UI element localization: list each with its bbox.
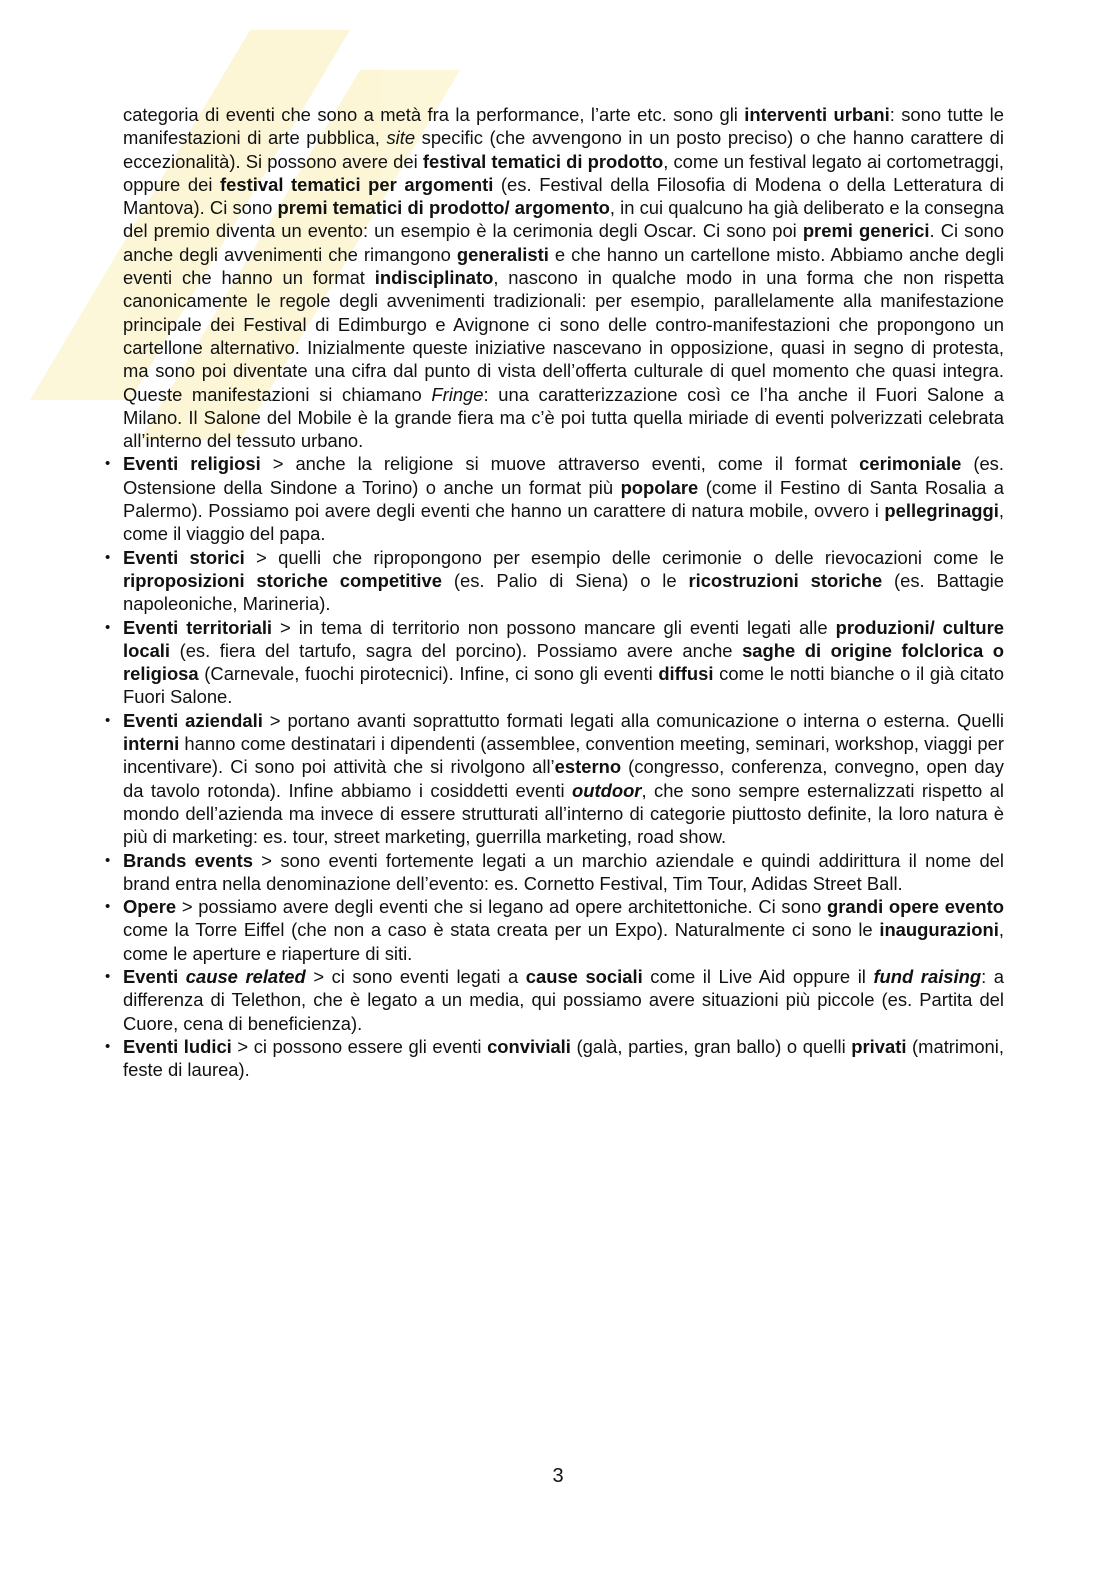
bold-term: Eventi territoriali: [123, 616, 273, 638]
text-run: specific (che avvengono in un posto preciso) o che hanno carattere di eccezionalità). Si possono avere dei: [123, 127, 1004, 172]
text-run: (come il Festino di Santa Rosalia a Palermo). Possiamo poi avere degli eventi che hanno un carattere di natura mobile, ovvero i: [123, 476, 1004, 522]
text-run: . Ci sono anche degli avvenimenti che rimangono: [123, 220, 1005, 265]
document-body: [123, 103, 1004, 1081]
text-run: come le notti bianche o il già citato Fuori Salone.: [123, 663, 1004, 708]
text-run: , come il viaggio del papa.: [123, 500, 1004, 545]
event-types-list: [123, 452, 1004, 1081]
list-item: [123, 849, 1004, 896]
bold-term: diffusi: [658, 663, 714, 685]
text-run: (es. Palio di Siena) o le: [442, 569, 689, 591]
bold-term: premi tematici di prodotto/ argomento: [277, 197, 610, 219]
bold-term: popolare: [620, 476, 699, 498]
text-run: , nascono in qualche modo in una forma che non rispetta canonicamente le regole degli avvenimenti tradizionali: per esempio, parallelamente alla manifestazione principale dei Festival di Edimburgo e Avignone ci sono delle contro-manifestazioni che propongono un cartellone alternativo. Inizialmente queste iniziative nascevano in opposizione, quasi in segno di protesta, ma sono poi diventate una cifra dal punto di vista dell’offerta culturale di quel momento che quasi integra. Queste manifestazioni si chiamano: [123, 267, 1004, 405]
page-number: 3: [552, 1465, 564, 1487]
bold-term: inaugurazioni: [879, 919, 999, 941]
bold-term: interni: [123, 733, 180, 755]
bold-term: ricostruzioni storiche: [688, 569, 883, 591]
text-run: come il Live Aid oppure il: [642, 965, 874, 987]
bold-term: premi generici: [802, 220, 930, 242]
list-item: [123, 965, 1004, 1035]
bold-term: indisciplinato: [374, 267, 494, 289]
bold-term: produzioni/ culture locali: [123, 616, 1004, 661]
bold-term: cerimoniale: [859, 453, 962, 475]
list-item: [123, 452, 1004, 545]
text-run: > anche la religione si muove attraverso eventi, come il format: [260, 453, 860, 475]
text-run: (galà, parties, gran ballo) o quelli: [570, 1035, 852, 1057]
text-run: > quelli che ripropongono per esempio delle cerimonie o delle rievocazioni come le: [244, 546, 1004, 568]
text-run: , come un festival legato ai cortometraggi, oppure dei: [123, 150, 1004, 195]
list-item: [123, 616, 1004, 709]
bold-term: [572, 780, 641, 801]
text-run: > sono eventi fortemente legati a un marchio aziendale e quindi addirittura il nome del brand entra nella denominazione dell’evento: es. Cornetto Festival, Tim Tour, Adidas Street Ball.: [123, 849, 1004, 894]
text-run: (es. Ostensione della Sindone a Torino) o anche un format più: [123, 453, 1004, 498]
bold-term: interventi urbani: [744, 104, 890, 125]
bold-term: grandi opere evento: [827, 896, 1004, 918]
bold-term: pellegrinaggi: [884, 500, 999, 522]
text-run: (es. fiera del tartufo, sagra del porcino). Possiamo avere anche: [170, 639, 743, 661]
text-run: (matrimoni, feste di laurea).: [123, 1035, 1004, 1081]
emphasis-text: cause related: [185, 965, 306, 987]
bold-term: privati: [851, 1035, 907, 1057]
bold-term: Eventi religiosi: [123, 453, 261, 475]
bold-term: festival tematici di prodotto: [422, 150, 664, 172]
text-run: (es. Festival della Filosofia di Modena o della Letteratura di Mantova). Ci sono: [123, 173, 1004, 219]
bold-term: conviviali: [487, 1035, 571, 1057]
text-run: > possiamo avere degli eventi che si legano ad opere architettoniche. Ci sono: [176, 896, 828, 918]
emphasis-text: fund raising: [873, 965, 982, 987]
text-run: (congresso, conferenza, convegno, open day da tavolo rotonda). Infine abbiamo i cosiddetti eventi: [123, 756, 1004, 801]
bold-term: Opere: [123, 896, 177, 918]
text-run: , come le aperture e riaperture di siti.: [123, 919, 1004, 964]
italic-term: site: [386, 127, 416, 149]
bold-term: Eventi storici: [123, 546, 245, 568]
text-run: categoria di eventi che sono a metà fra la performance, l’arte etc. sono gli: [123, 104, 745, 125]
bold-term: riproposizioni storiche competitive: [123, 569, 442, 591]
text-run: > ci sono eventi legati a: [305, 965, 526, 987]
bold-term: [873, 966, 981, 987]
text-run: come la Torre Eiffel (che non a caso è stata creata per un Expo). Naturalmente ci sono le: [123, 919, 880, 941]
text-run: (es. Battagie napoleoniche, Marineria).: [123, 569, 1004, 615]
text-run: , in cui qualcuno ha già deliberato e la consegna del premio diventa un evento: un esempio è la cerimonia degli Oscar. Ci sono poi: [123, 197, 1005, 242]
bold-term: cause sociali: [525, 965, 643, 987]
text-run: e che hanno un cartellone misto. Abbiamo anche degli eventi che hanno un format: [123, 243, 1004, 289]
list-item: [123, 1035, 1004, 1082]
text-run: , che sono sempre esternalizzati rispetto al mondo dell’azienda ma invece di essere strutturati all’interno di categorie piuttosto definite, la loro natura è più di marketing: es. tour, street marketing, guerrilla marketing, road show.: [123, 779, 1004, 848]
bold-term: [186, 966, 306, 987]
list-item: [123, 546, 1004, 616]
bold-term: esterno: [554, 756, 622, 778]
bold-term: festival tematici per argomenti: [220, 173, 494, 195]
bold-term: Eventi aziendali: [123, 709, 263, 731]
text-run: : sono tutte le manifestazioni di arte pubblica,: [123, 104, 1004, 149]
bold-term: saghe di origine folclorica o religiosa: [123, 639, 1004, 685]
text-run: (Carnevale, fuochi pirotecnici). Infine, ci sono gli eventi: [198, 663, 659, 685]
text-run: > portano avanti soprattutto formati legati alla comunicazione o interna o esterna. Quelli: [262, 709, 1004, 731]
text-run: > in tema di territorio non possono mancare gli eventi legati alle: [272, 616, 836, 638]
list-item: [123, 895, 1004, 965]
italic-term: Fringe: [431, 383, 484, 405]
emphasis-text: outdoor: [572, 779, 642, 801]
bold-term: Brands events: [123, 849, 253, 871]
text-run: : a differenza di Telethon, che è legato a un media, qui possiamo avere situazioni più piccole (es. Partita del Cuore, cena di beneficienza).: [123, 965, 1004, 1034]
intro-paragraph: [123, 103, 1004, 452]
bold-term: generalisti: [456, 243, 549, 265]
text-run: > ci possono essere gli eventi: [231, 1035, 488, 1057]
bold-term: Eventi: [123, 965, 186, 987]
list-item: [123, 709, 1004, 849]
text-run: : una caratterizzazione così ce l’ha anche il Fuori Salone a Milano. Il Salone del Mobile è la grande fiera ma c’è poi tutta quella miriade di eventi polverizzati celebrata all’interno del tessuto urbano.: [123, 383, 1005, 452]
bold-term: Eventi ludici: [123, 1035, 232, 1057]
text-run: hanno come destinatari i dipendenti (assemblee, convention meeting, seminari, workshop, viaggi per incentivare). Ci sono poi attività che si rivolgono all’: [123, 733, 1004, 778]
